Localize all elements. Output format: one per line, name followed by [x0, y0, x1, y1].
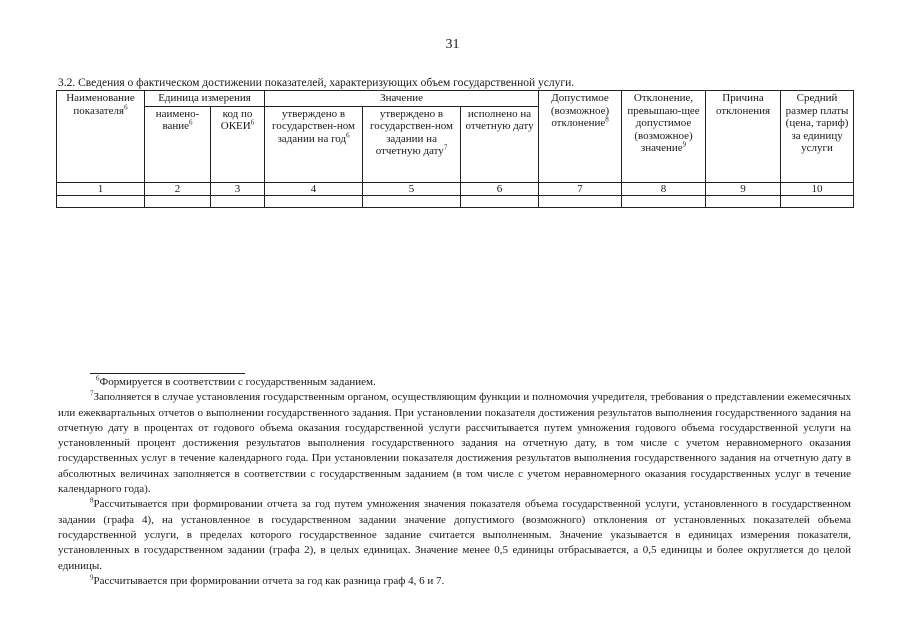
- section-title: 3.2. Сведения о фактическом достижении показателей, характеризующих объем государственной услуги.: [58, 77, 575, 89]
- footnote-7: $^7$Заполняется в случае установления государственным органом, осуществляющим функции и полномочия учредителя, требования о представлении ежемесячных или ежеквартальных отчетов о выполнении государственного задания. При установлении показателя достижения результатов выполнения государственного задания на отчетную дату в процентах от годового объема оказания государственной услуги рассчитывается путем умножения годового объема государственной услуги на установленный процент достижения результатов выполнения государственного задания на отчетную дату, в том числе с учетом неравномерного оказания государственных услуг в течение календарного года. При установлении показателя достижения результатов выполнения государственного задания на отчетную дату в абсолютных величинах заполняется в соответствии с государственным заданием (в том числе с учетом неравномерного оказания государственных услуг в течение календарного года).: [58, 389, 851, 496]
- column-number: 8: [622, 182, 706, 196]
- empty-cell: [781, 196, 854, 208]
- empty-cell: [622, 196, 706, 208]
- subheader-unit-name: наимено-вание$^6$: [145, 106, 211, 182]
- empty-cell: [211, 196, 265, 208]
- page-number: 31: [445, 37, 460, 52]
- footnote-6: $^6$Формируется в соответствии с государственным заданием.: [96, 374, 376, 388]
- column-number: 7: [539, 182, 622, 196]
- column-numbers-row: [57, 182, 854, 196]
- subheader-approved-date: утверждено в государствен-ном задании на отчетную дату$^7$: [363, 106, 461, 182]
- header-reason: Причина отклонения: [706, 91, 781, 183]
- header-value: Значение: [265, 91, 539, 107]
- subheader-approved-year: утверждено в государствен-ном задании на год$^6$: [265, 106, 363, 182]
- column-number: 6: [461, 182, 539, 196]
- report-table: [56, 90, 854, 208]
- header-average-fee: Средний размер платы (цена, тариф) за единицу услуги: [781, 91, 854, 183]
- empty-cell: [461, 196, 539, 208]
- footnote-9: $^9$Рассчитывается при формировании отчета за год как разница граф 4, 6 и 7.: [90, 573, 445, 587]
- subheader-okei-code: код по ОКЕИ$^6$: [211, 106, 265, 182]
- empty-cell: [539, 196, 622, 208]
- footnotes: [58, 375, 851, 589]
- header-allowed-deviation: Допустимое (возможное) отклонение$^8$: [539, 91, 622, 183]
- table-header-row: [57, 91, 854, 107]
- empty-cell: [145, 196, 211, 208]
- empty-data-row: [57, 196, 854, 208]
- footnote-8: $^8$Рассчитывается при формировании отчета за год путем умножения значения показателя объема государственной услуги, установленного в государственном задании (графа 4), на установленное в государственном задании значение допустимого (возможного) отклонения от установленных показателей объема государственной услуги, в пределах которого государственное задание считается выполненным. Значение указывается в единицах измерения показателя, установленных в государственном задании (графа 2), в целых единицах. Значение менее 0,5 единицы отбрасывается, а 0,5 единицы и более округляется до целой единицы.: [58, 496, 851, 572]
- footnote-separator: [90, 373, 245, 374]
- column-number: 1: [57, 182, 145, 196]
- header-deviation-exceeding: Отклонение, превышаю-щее допустимое (возможное) значение$^9$: [622, 91, 706, 183]
- empty-cell: [57, 196, 145, 208]
- column-number: 10: [781, 182, 854, 196]
- column-number: 2: [145, 182, 211, 196]
- column-number: 3: [211, 182, 265, 196]
- empty-cell: [363, 196, 461, 208]
- column-number: 9: [706, 182, 781, 196]
- column-number: 5: [363, 182, 461, 196]
- subheader-executed: исполнено на отчетную дату: [461, 106, 539, 182]
- empty-cell: [265, 196, 363, 208]
- header-unit: Единица измерения: [145, 91, 265, 107]
- header-indicator-name: Наименование показателя$^6$: [57, 91, 145, 183]
- column-number: 4: [265, 182, 363, 196]
- empty-cell: [706, 196, 781, 208]
